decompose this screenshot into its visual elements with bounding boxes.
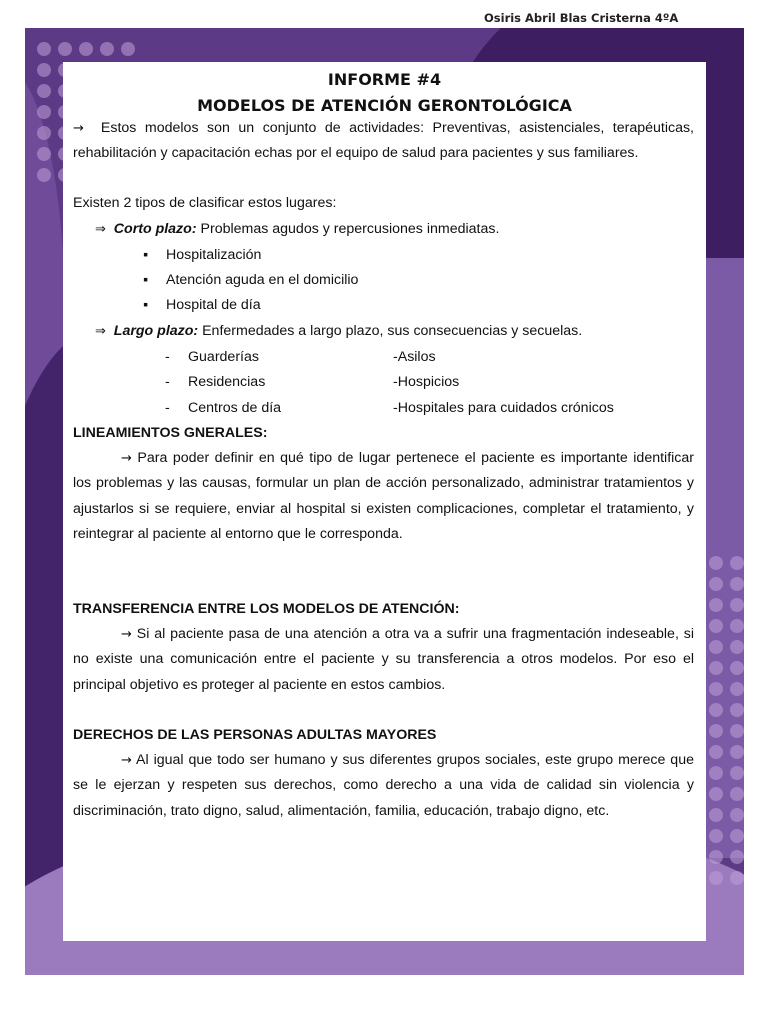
section-paragraph [73, 446, 694, 547]
document-page [63, 62, 706, 941]
section-text: Al igual que todo ser humano y sus diferentes grupos sociales, este grupo merece que se le ejerzan y respeten sus derechos, como derecho a una vida de calidad sin violencia y discriminación, trato digno, salud, alimentación, familia, educación, trabajo digno, etc. [73, 752, 694, 819]
list-item: -Hospicios [393, 374, 460, 390]
long-term-label: Largo plazo: [113, 323, 199, 339]
classify-text: Existen 2 tipos de clasificar estos lugares: [73, 195, 337, 211]
bullet-icon: ▪ [143, 272, 149, 288]
intro-text: Estos modelos son un conjunto de actividades: Preventivas, asistenciales, terapéuticas, rehabilitación y capacitación echas por el equipo de salud para pacientes y sus familiares. [73, 120, 695, 162]
dash-icon: - [165, 400, 170, 416]
arrow-icon: → [121, 627, 132, 642]
list-item [143, 293, 148, 318]
arrow-icon: → [121, 753, 132, 768]
section-heading: DERECHOS DE LAS PERSONAS ADULTAS MAYORES [73, 727, 437, 743]
double-arrow-icon: ⇒ [95, 324, 106, 339]
bullet-icon: ▪ [143, 297, 149, 313]
double-arrow-icon: ⇒ [95, 222, 106, 237]
section-text: Si al paciente pasa de una atención a otra va a sufrir una fragmentación indeseable, si no existe una comunicación entre el paciente y su transferencia a otros modelos. Por eso el principal objetivo es proteger al paciente en estos cambios. [73, 626, 694, 693]
section-paragraph [73, 748, 694, 824]
list-item: -Asilos [393, 349, 436, 365]
list-item: Guarderías [188, 349, 259, 365]
section-text: Para poder definir en qué tipo de lugar pertenece el paciente es importante identificar los problemas y las causas, formular un plan de acción personalizado, administrar tratamientos y ajustarlos si se requiere, enviar al hospital si existen complicaciones, completar el tratamiento, y reintegrar al paciente al entorno que le corresponda. [73, 450, 695, 542]
list-item: Residencias [188, 374, 266, 390]
bullet-icon: ▪ [143, 247, 149, 263]
list-item: Hospital de día [166, 297, 261, 313]
report-title: MODELOS DE ATENCIÓN GERONTOLÓGICA [197, 96, 572, 115]
dash-icon: - [165, 349, 170, 365]
section-paragraph [73, 622, 694, 698]
short-term-line [95, 217, 499, 242]
list-item: Centros de día [188, 400, 282, 416]
dash-icon: - [165, 374, 170, 390]
arrow-icon: → [73, 121, 84, 136]
dot-pattern [709, 556, 744, 885]
list-item: Atención aguda en el domicilio [166, 272, 359, 288]
author-name: Osiris Abril Blas Cristerna 4ºA [484, 11, 679, 25]
list-item: Hospitalización [166, 247, 262, 263]
long-term-desc: Enfermedades a largo plazo, sus consecuencias y secuelas. [202, 323, 583, 339]
section-heading: TRANSFERENCIA ENTRE LOS MODELOS DE ATENCIÓN: [73, 601, 460, 617]
list-item [143, 243, 148, 268]
list-item [143, 268, 148, 293]
report-number: INFORME #4 [327, 70, 442, 89]
short-term-label: Corto plazo: [113, 221, 197, 237]
long-term-line [95, 319, 582, 344]
list-item: -Hospitales para cuidados crónicos [393, 400, 614, 416]
section-heading: LINEAMIENTOS GNERALES: [73, 425, 268, 441]
arrow-icon: → [121, 451, 132, 466]
intro-paragraph [73, 116, 694, 167]
short-term-desc: Problemas agudos y repercusiones inmediatas. [200, 221, 500, 237]
